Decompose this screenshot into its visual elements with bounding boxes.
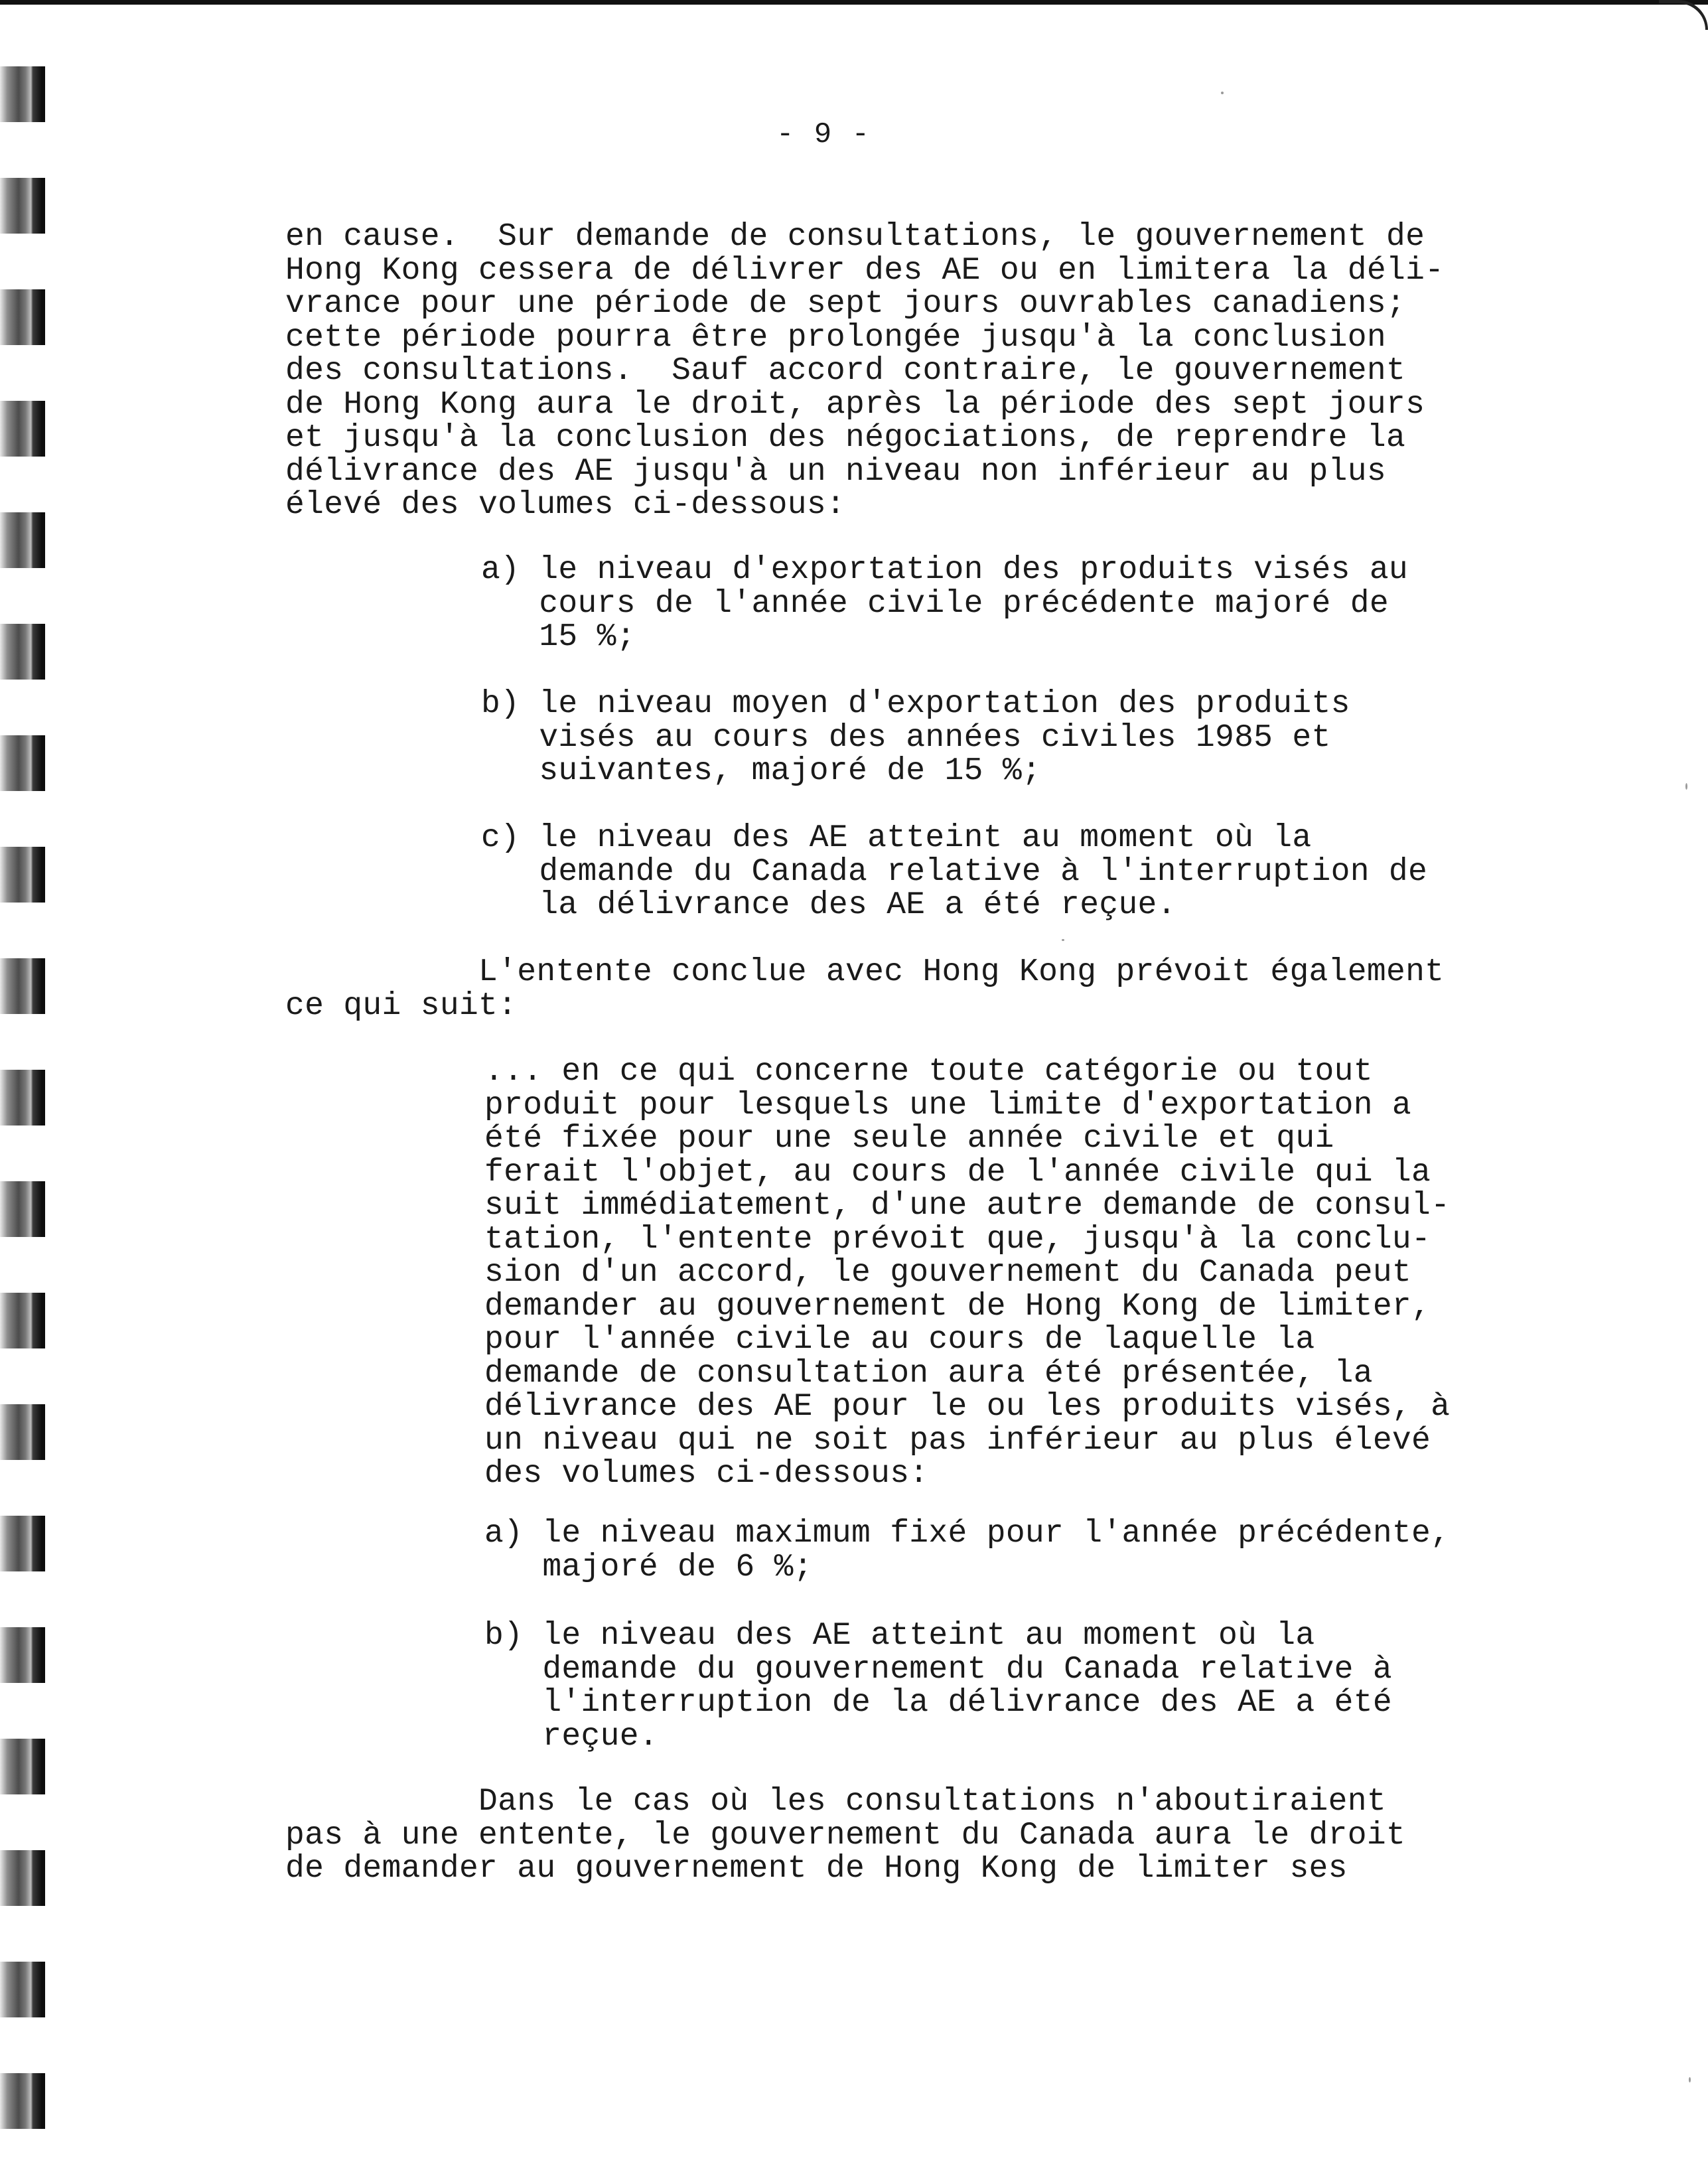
quote-list-item-a: a) le niveau maximum fixé pour l'année précédente, majoré de 6 %; xyxy=(484,1516,1451,1585)
binding-clip xyxy=(0,958,45,1014)
spiral-binding xyxy=(0,0,53,2178)
scan-speck xyxy=(1062,939,1064,941)
scan-speck xyxy=(1221,92,1224,94)
binding-clip xyxy=(0,1516,45,1571)
binding-clip xyxy=(0,1404,45,1460)
list-item-a: a) le niveau d'exportation des produits visés au cours de l'année civile précédente majoré de 15 %; xyxy=(481,552,1409,655)
paragraph-entente: L'entente conclue avec Hong Kong prévoit également ce qui suit: xyxy=(285,954,1445,1024)
page-number: - 9 - xyxy=(776,118,871,151)
list-item-c: c) le niveau des AE atteint au moment où la demande du Canada relative à l'interruption de la délivrance des AE a été reçue. xyxy=(481,820,1428,923)
list-item-b: b) le niveau moyen d'exportation des produits visés au cours des années civiles 1985 et suivantes, majoré de 15 %; xyxy=(481,686,1350,789)
binding-clip xyxy=(0,1293,45,1348)
binding-clip xyxy=(0,1181,45,1237)
binding-clip xyxy=(0,735,45,791)
binding-clip xyxy=(0,66,45,122)
paragraph-consultations: en cause. Sur demande de consultations, le gouvernement de Hong Kong cessera de délivrer des AE ou en limitera la déli- vrance pour une période de sept jours ouvrables canadiens; cette période pourra être prolongée jusqu'à la conclusion des consultations. Sauf accord contraire, le gouvernement de Hong Kong aura le droit, après la période des sept jours et jusqu'à la conclusion des négociations, de reprendre la délivrance des AE jusqu'à un niveau non inférieur au plus élevé des volumes ci-dessous: xyxy=(285,219,1445,523)
binding-clip xyxy=(0,2073,45,2129)
scan-speck xyxy=(1685,783,1687,790)
binding-clip xyxy=(0,1070,45,1125)
scan-speck xyxy=(1689,2077,1691,2082)
paragraph-closing: Dans le cas où les consultations n'aboutiraient pas à une entente, le gouvernement du Canada aura le droit de demander au gouvernement de Hong Kong de limiter ses xyxy=(285,1784,1406,1887)
binding-clip xyxy=(0,289,45,345)
top-scan-edge xyxy=(0,0,1708,5)
quoted-passage: ... en ce qui concerne toute catégorie ou tout produit pour lesquels une limite d'exportation a été fixée pour une seule année civile et qui ferait l'objet, au cours de l'année civile qui la suit immédiatement, d'une autre demande de consul- tation, l'entente prévoit que, jusqu'à la conclu- sion d'un accord, le gouvernement du Canada peut demander au gouvernement de Hong Kong de limiter, pour l'année civile au cours de laquelle la demande de consultation aura été présentée, la délivrance des AE pour le ou les produits visés, à un niveau qui ne soit pas inférieur au plus élevé des volumes ci-dessous: xyxy=(484,1054,1451,1492)
binding-clip xyxy=(0,1962,45,2017)
binding-clip xyxy=(0,512,45,568)
quote-list-item-b: b) le niveau des AE atteint au moment où la demande du gouvernement du Canada relative à l'interruption de la délivrance des AE a été reçue. xyxy=(484,1618,1392,1755)
binding-clip xyxy=(0,401,45,457)
binding-clip xyxy=(0,847,45,903)
binding-clip xyxy=(0,624,45,680)
binding-clip xyxy=(0,1627,45,1683)
binding-clip xyxy=(0,178,45,234)
binding-clip xyxy=(0,1739,45,1794)
binding-clip xyxy=(0,1850,45,1906)
